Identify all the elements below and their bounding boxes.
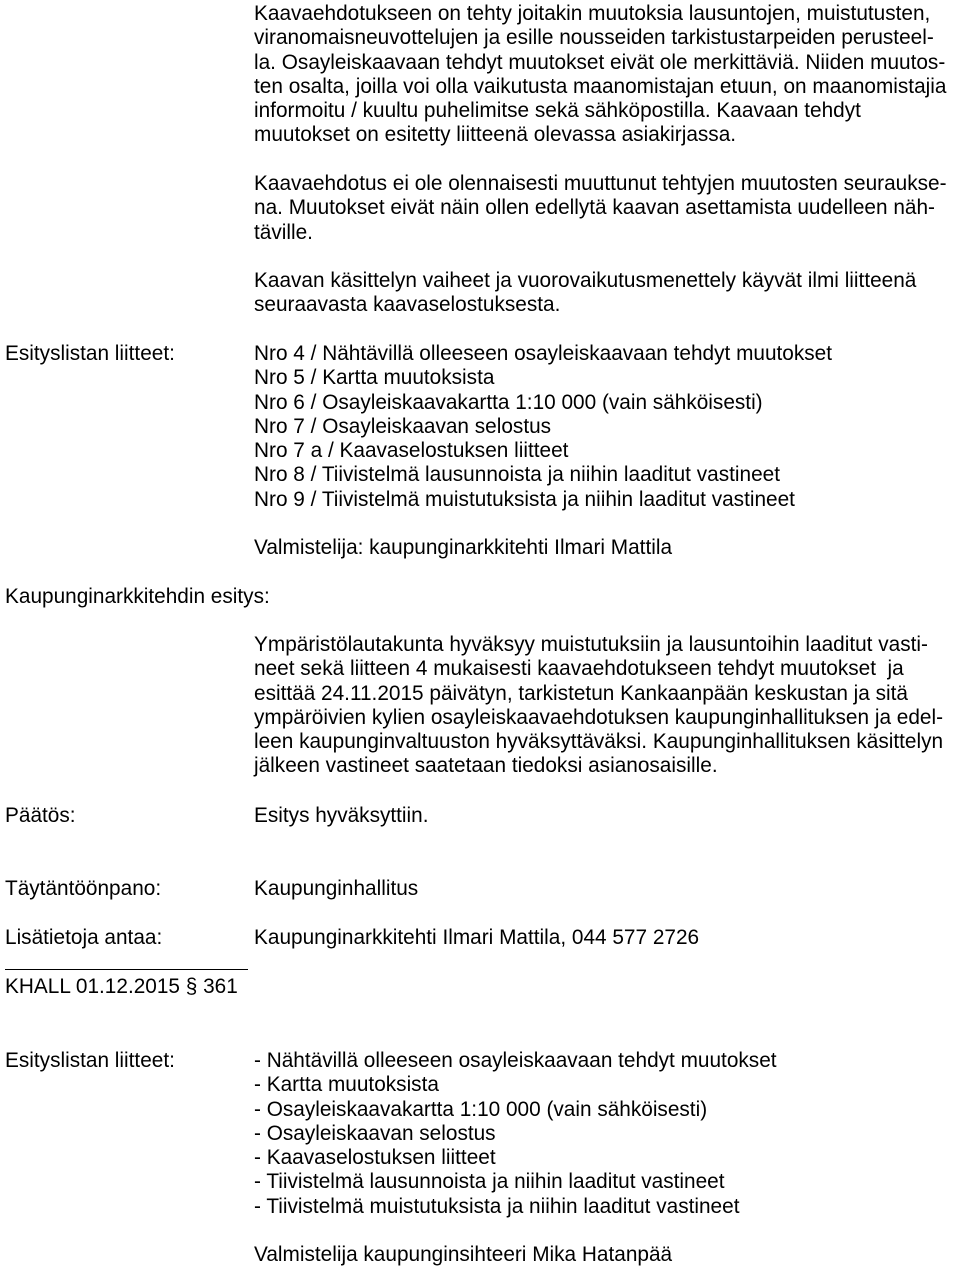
attachments-label: Esityslistan liitteet: <box>5 1049 175 1072</box>
paragraph-line: muutokset on esitetty liitteenä olevassa asiakirjassa. <box>254 123 737 147</box>
section-divider <box>5 969 248 970</box>
proposal-line: leen kaupunginvaltuuston hyväksyttäväksi. Kaupunginhallituksen käsittelyn <box>254 730 944 754</box>
paragraph-no-reexhibition <box>254 172 947 245</box>
paragraph-line: Kaavaehdotukseen on tehty joitakin muutoksia lausuntojen, muistutusten, <box>254 2 931 25</box>
attachment-item: - Tiivistelmä muistutuksista ja niihin laaditut vastineet <box>254 1194 740 1218</box>
attachment-item: - Kartta muutoksista <box>254 1073 439 1097</box>
attachment-item: Nro 6 / Osayleiskaavakartta 1:10 000 (vain sähköisesti) <box>254 390 763 414</box>
paragraph-line: viranomaisneuvottelujen ja esille nousseiden tarkistustarpeiden perusteel- <box>254 26 934 50</box>
attachment-item: Nro 7 / Osayleiskaavan selostus <box>254 414 552 438</box>
proposal-line: ympäröivien kylien osayleiskaavaehdotuksen kaupunginhallituksen ja edel- <box>254 705 944 729</box>
decision-text: Esitys hyväksyttiin. <box>254 804 429 827</box>
attachment-item: - Osayleiskaavan selostus <box>254 1121 496 1145</box>
implementation-text: Kaupunginhallitus <box>254 877 419 900</box>
attachment-item: - Kaavaselostuksen liitteet <box>254 1146 496 1170</box>
paragraph-line: la. Osayleiskaavaan tehdyt muutokset eivät ole merkittäviä. Niiden muutos- <box>254 50 946 74</box>
attachment-item: - Osayleiskaavakartta 1:10 000 (vain sähköisesti) <box>254 1097 708 1121</box>
attachment-item: Nro 7 a / Kaavaselostuksen liitteet <box>254 439 569 463</box>
attachment-item: Nro 9 / Tiivistelmä muistutuksista ja niihin laaditut vastineet <box>254 487 795 511</box>
paragraph-line: Kaavaehdotus ei ole olennaisesti muuttunut tehtyjen muutosten seuraukse- <box>254 172 947 195</box>
implementation-label: Täytäntöönpano: <box>5 877 162 900</box>
proposal-line: neet sekä liitteen 4 mukaisesti kaavaehdotukseen tehdyt muutokset ja <box>254 657 904 681</box>
paragraph-line: Kaavan käsittelyn vaiheet ja vuorovaikutusmenettely käyvät ilmi liitteenä <box>254 269 917 292</box>
attachments-list <box>254 1049 777 1219</box>
attachment-item: - Nähtävillä olleeseen osayleiskaavaan tehdyt muutokset <box>254 1049 777 1072</box>
proposal-line: jälkeen vastineet saatetaan tiedoksi asianosaisille. <box>254 754 718 778</box>
attachments-list <box>254 342 832 512</box>
attachment-item: Nro 8 / Tiivistelmä lausunnoista ja niihin laaditut vastineet <box>254 463 780 487</box>
paragraph-changes-summary <box>254 2 946 148</box>
attachments-label: Esityslistan liitteet: <box>5 342 175 365</box>
proposal-line: Ympäristölautakunta hyväksyy muistutuksiin ja lausuntoihin laaditut vasti- <box>254 633 928 656</box>
paragraph-line: seuraavasta kaavaselostuksesta. <box>254 293 561 317</box>
paragraph-line: informoitu / kuultu puhelimitse sekä sähköpostilla. Kaavaan tehdyt <box>254 99 861 123</box>
attachment-item: Nro 4 / Nähtävillä olleeseen osayleiskaavaan tehdyt muutokset <box>254 342 833 365</box>
more-info-label: Lisätietoja antaa: <box>5 926 163 949</box>
paragraph-process-reference <box>254 269 916 318</box>
proposal-line: esittää 24.11.2015 päivätyn, tarkistetun Kankaanpään keskustan ja sitä <box>254 681 908 705</box>
paragraph-line: täville. <box>254 220 313 244</box>
preparer-line: Valmistelija kaupunginsihteeri Mika Hatanpää <box>254 1243 673 1266</box>
paragraph-line: ten osalta, joilla voi olla vaikutusta maanomistajan etuun, on maanomistajia <box>254 74 947 98</box>
attachment-item: - Tiivistelmä lausunnoista ja niihin laaditut vastineet <box>254 1170 725 1194</box>
proposal-label: Kaupunginarkkitehdin esitys: <box>5 585 270 608</box>
more-info-text: Kaupunginarkkitehti Ilmari Mattila, 044 577 2726 <box>254 926 700 949</box>
preparer-line: Valmistelija: kaupunginarkkitehti Ilmari Mattila <box>254 536 673 559</box>
decision-label: Päätös: <box>5 804 76 827</box>
attachment-item: Nro 5 / Kartta muutoksista <box>254 366 495 390</box>
paragraph-line: na. Muutokset eivät näin ollen edellytä kaavan asettamista uudelleen näh- <box>254 196 935 220</box>
meeting-reference: KHALL 01.12.2015 § 361 <box>5 975 238 998</box>
proposal-text <box>254 633 943 779</box>
